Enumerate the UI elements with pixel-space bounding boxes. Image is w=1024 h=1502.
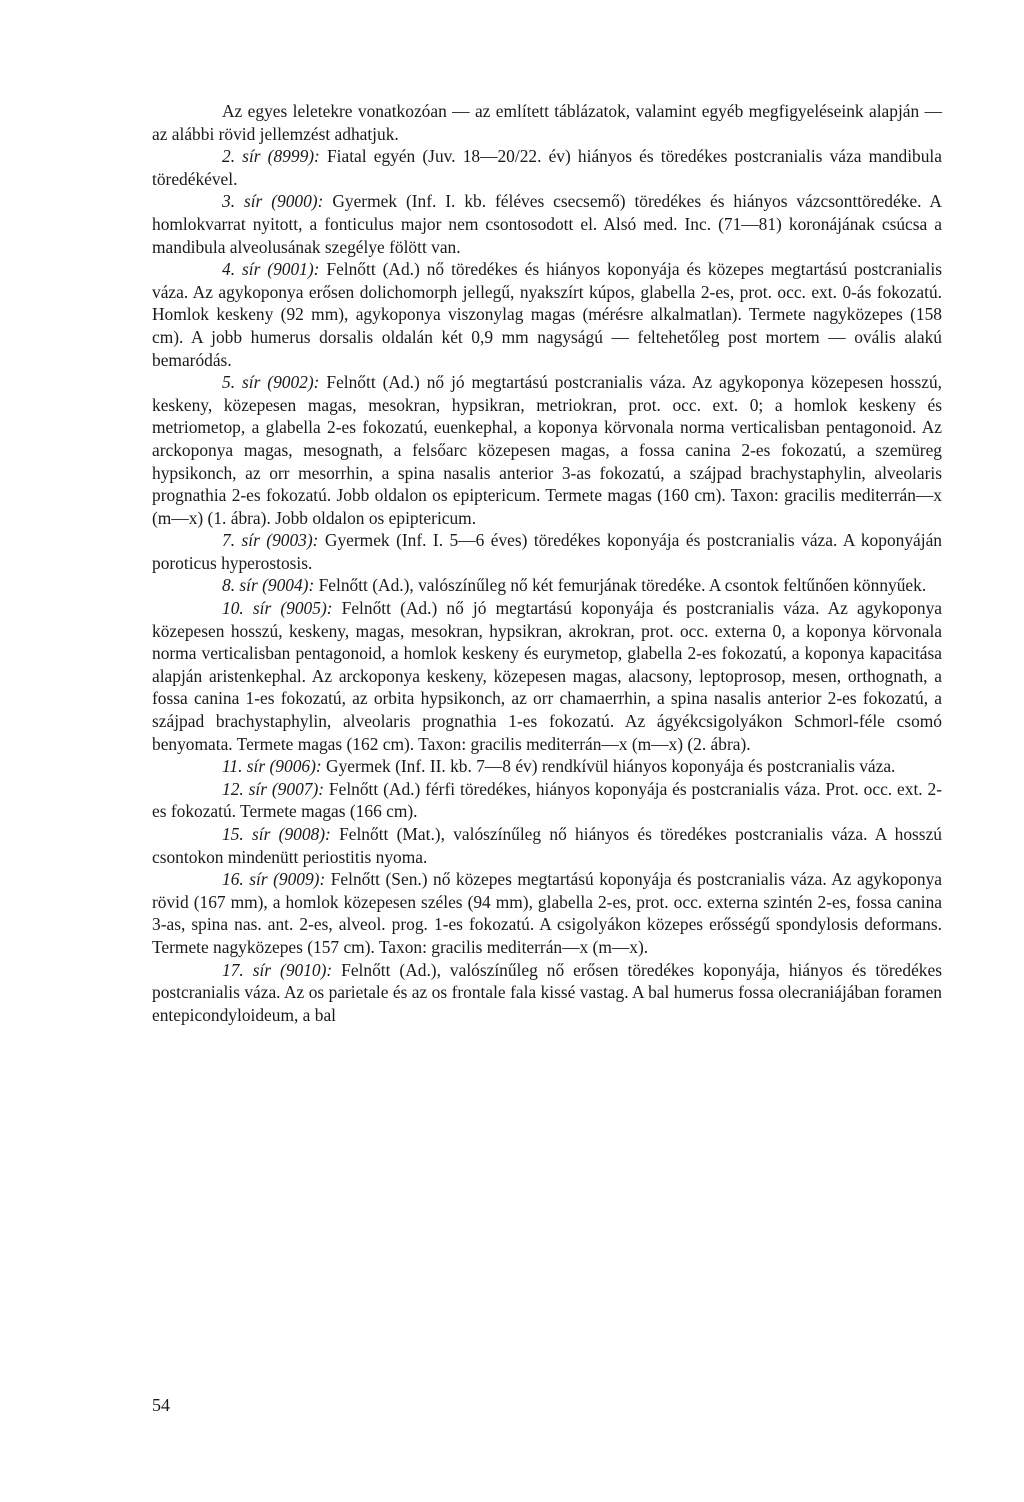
grave-description: Gyermek (Inf. I. kb. féléves csecsemő) töredékes és hiányos vázcsonttöredéke. A homlokvarrat nyitott, a fonticulus major nem csontosodott el. Alsó med. Inc. (71—81) koronájának csúcsa a mandibula alveolusának szegélye fölött van. [152,191,942,257]
body-text [152,100,942,1026]
grave-entry [152,190,942,258]
grave-entry [152,868,942,958]
grave-description: Felnőtt (Ad.) nő töredékes és hiányos koponyája és közepes megtartású postcranialis váza. Az agykoponya erősen dolichomorph jellegű, nyakszírt kúpos, glabella 2-es, prot. occ. ext. 0-ás fokozatú. Homlok keskeny (92 mm), agykoponya viszonylag magas (mérésre alkalmatlan). Termete nagyközepes (158 cm). A jobb humerus dorsalis oldalán két 0,9 mm nagyságú — feltehetőleg post mortem — ovális alakú bemaródás. [152,259,942,370]
page-number: 54 [152,1395,170,1415]
grave-entry [152,597,942,755]
grave-entry [152,529,942,574]
grave-entry [152,574,942,597]
grave-description: Felnőtt (Ad.) nő jó megtartású koponyája és postcranialis váza. Az agykoponya közepesen hosszú, keskeny, magas, mesokran, hypsikran, akrokran, prot. occ. externa 0, a koponya körvonala norma verticalisban pentagonoid, a homlok keskeny és eurymetop, glabella 2-es fokozatú, a koponya kapacitása alapján aristenkephal. Az arckoponya keskeny, közepesen magas, alacsony, leptoprosop, mesen, orthognath, a fossa canina 1-es fokozatú, az orbita hypsikonch, az orr chamaerrhin, a spina nasalis anterior 2-es fokozatú, a szájpad brachystaphylin, alveolaris prognathia 1-es fokozatú. Az ágyékcsigolyákon Schmorl-féle csomó benyomata. Termete magas (162 cm). Taxon: gracilis mediterrán—x (m—x) (2. ábra). [152,598,942,754]
grave-label: 5. sír (9002): [222,372,320,393]
grave-description: Gyermek (Inf. I. 5—6 éves) töredékes koponyája és postcranialis váza. A koponyáján poroticus hyperostosis. [152,530,942,573]
grave-description: Fiatal egyén (Juv. 18—20/22. év) hiányos és töredékes postcranialis váza mandibula töredékével. [152,146,942,189]
grave-entry [152,755,942,778]
grave-label: 10. sír (9005): [222,598,333,619]
grave-entry [152,145,942,190]
grave-entry [152,778,942,823]
grave-entry [152,258,942,371]
grave-entry [152,959,942,1027]
grave-entry [152,823,942,868]
grave-label: 3. sír (9000): [222,191,324,212]
grave-description: Felnőtt (Ad.) nő jó megtartású postcranialis váza. Az agykoponya közepesen hosszú, keskeny, közepesen magas, mesokran, hypsikran, metriokran, prot. occ. ext. 0; a homlok keskeny és metriometop, a glabella 2-es fokozatú, euenkephal, a koponya körvonala norma verticalisban pentagonoid. Az arckoponya magas, mesognath, a felsőarc közepesen magas, a fossa canina 2-es fokozatú, a szemüreg hypsikonch, az orr mesorrhin, a spina nasalis anterior 3-as fokozatú, a szájpad brachystaphylin, alveolaris prognathia 2-es fokozatú. Jobb oldalon os epiptericum. Termete magas (160 cm). Taxon: gracilis mediterrán—x (m—x) (1. ábra). Jobb oldalon os epiptericum. [152,372,942,528]
grave-label: 15. sír (9008): [222,824,331,844]
grave-label: 4. sír (9001): [222,259,320,280]
grave-description: Felnőtt (Ad.), valószínűleg nő két femurjának töredéke. A csontok feltűnően könnyűek. [314,575,927,596]
grave-label: 2. sír (8999): [222,146,320,167]
grave-description: Gyermek (Inf. II. kb. 7—8 év) rendkívül hiányos koponyája és postcranialis váza. [321,756,896,777]
grave-entries [152,145,942,1026]
grave-description: Felnőtt (Ad.), valószínűleg nő erősen töredékes koponyája, hiányos és töredékes postcranialis váza. Az os parietale és az os frontale fala kissé vastag. A bal humerus fossa olecraniájában foramen entepicondyloideum, a bal [152,959,942,1025]
grave-label: 7. sír (9003): [222,530,319,551]
grave-description: Felnőtt (Mat.), valószínűleg nő hiányos és töredékes postcranialis váza. A hosszú csontokon mindenütt periostitis nyoma. [152,824,942,867]
grave-label: 12. sír (9007): [222,778,325,799]
grave-description: Felnőtt (Ad.) férfi töredékes, hiányos koponyája és postcranialis váza. Prot. occ. ext. 2-es fokozatú. Termete magas (166 cm). [152,778,942,822]
grave-label: 8. sír (9004): [222,575,315,596]
grave-label: 17. sír (9010): [222,959,333,980]
grave-label: 16. sír (9009): [222,869,326,890]
intro-paragraph: Az egyes leletekre vonatkozóan — az említett táblázatok, valamint egyéb megfigyeléseink alapján — az alábbi rövid jellemzést adhatjuk. [152,101,942,144]
grave-label: 11. sír (9006): [222,756,322,777]
grave-entry [152,371,942,529]
grave-description: Felnőtt (Sen.) nő közepes megtartású koponyája és postcranialis váza. Az agykoponya rövid (167 mm), a homlok közepesen széles (94 mm), glabella 2-es, prot. occ. externa szintén 2-es, fossa canina 3-as, spina nas. ant. 2-es, alveol. prog. 1-es fokozatú. A csigolyákon közepes erősségű spondylosis deformans. Termete nagyközepes (157 cm). Taxon: gracilis mediterrán—x (m—x). [152,869,942,957]
